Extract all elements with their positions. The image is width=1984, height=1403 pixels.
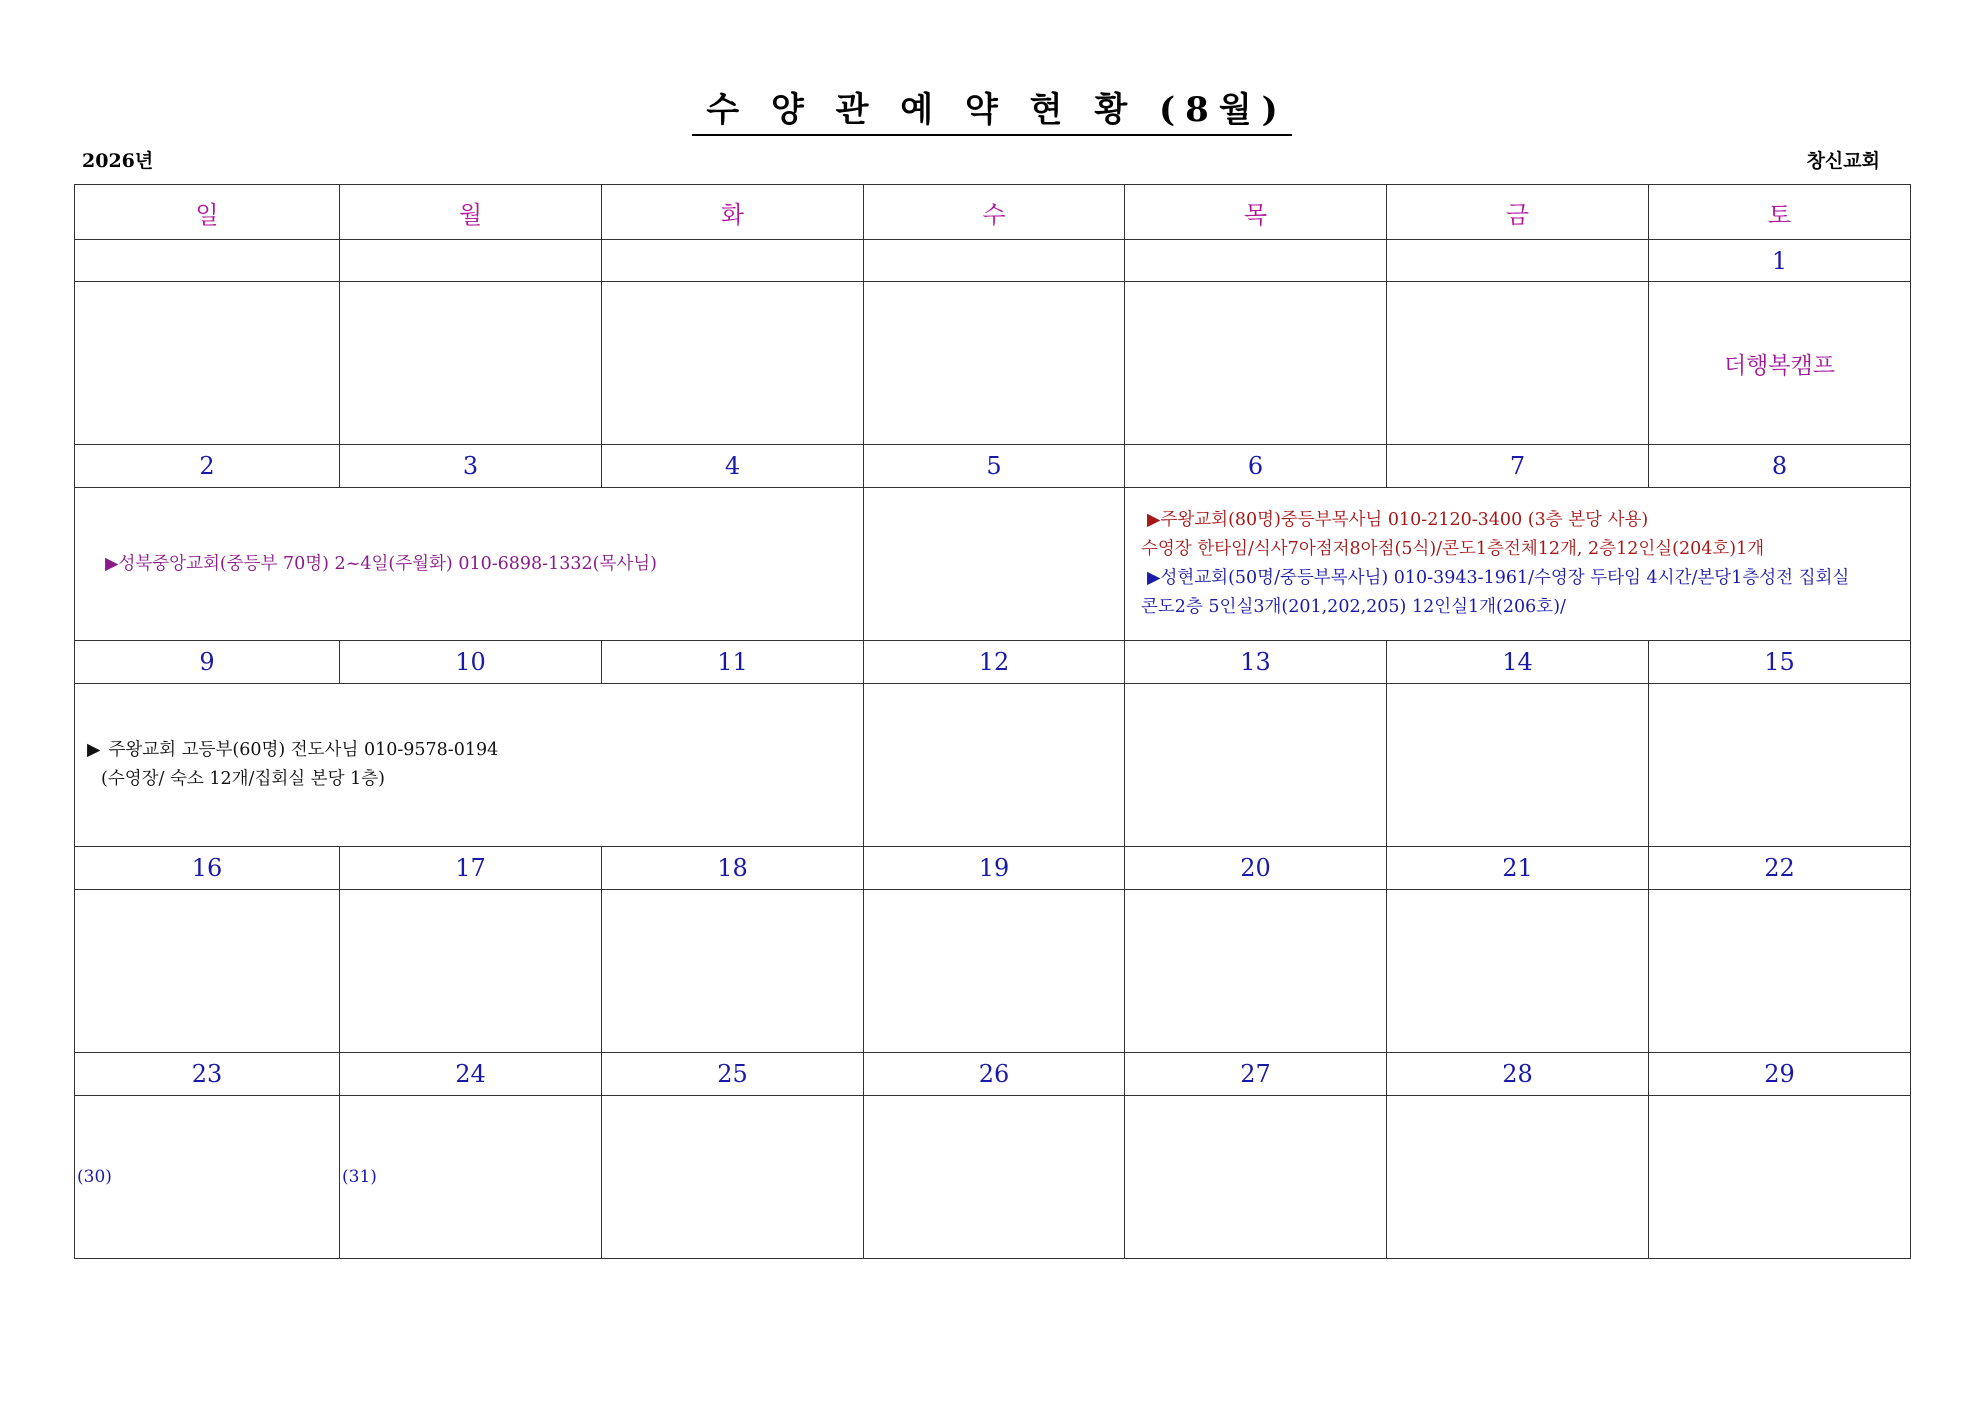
event-seonghyeon-line1: ▶성현교회(50명/중등부목사님) 010-3943-1961/수영장 두타임 4시간/본당1층성전 집회실: [1147, 568, 1850, 588]
day-cell: [864, 684, 1125, 847]
event-seonghyeon-line2: 콘도2층 5인실3개(201,202,205) 12인실1개(206호)/: [1141, 597, 1566, 617]
day-number: [864, 240, 1125, 282]
weekday-thu: 목: [1125, 185, 1387, 240]
week-5-dates: [75, 1053, 1911, 1096]
day-number: 5: [864, 445, 1125, 488]
day-number: 23: [75, 1053, 340, 1096]
day-31-label: (31): [342, 1167, 377, 1187]
day-number: 17: [340, 847, 602, 890]
day-number: 19: [864, 847, 1125, 890]
weekday-mon: 월: [340, 185, 602, 240]
weekday-header-row: [75, 185, 1911, 240]
day-cell: [340, 890, 602, 1053]
day-number: [340, 240, 602, 282]
day-cell: [1125, 890, 1387, 1053]
day-number: [1387, 240, 1649, 282]
day-number: 28: [1387, 1053, 1649, 1096]
day-cell: [75, 890, 340, 1053]
day-number: [1125, 240, 1387, 282]
day-cell: [340, 1096, 602, 1259]
day-number: 16: [75, 847, 340, 890]
event-juwang-mid-line2: 수영장 한타임/식사7아점저8아점(5식)/콘도1층전체12개, 2층12인실(204호)1개: [1141, 539, 1765, 559]
day-number: 18: [602, 847, 864, 890]
day-number: 21: [1387, 847, 1649, 890]
page-title-text: 수 양 관 예 약 현 황 (8월): [692, 88, 1291, 136]
week-1-events: [75, 282, 1911, 445]
day-number: 10: [340, 641, 602, 684]
event-juwang-high-line2: (수영장/ 숙소 12개/집회실 본당 1층): [101, 769, 385, 789]
weekday-sun: 일: [75, 185, 340, 240]
weekday-tue: 화: [602, 185, 864, 240]
weekday-fri: 금: [1387, 185, 1649, 240]
day-number: 24: [340, 1053, 602, 1096]
day-number: 3: [340, 445, 602, 488]
day-cell: [340, 282, 602, 445]
day-number: 7: [1387, 445, 1649, 488]
week-2-dates: [75, 445, 1911, 488]
week-3-dates: [75, 641, 1911, 684]
event-cell-juwang-seonghyeon: [1125, 488, 1911, 641]
day-number: 27: [1125, 1053, 1387, 1096]
weekday-sat: 토: [1649, 185, 1911, 240]
day-number: 20: [1125, 847, 1387, 890]
week-4-events: [75, 890, 1911, 1053]
day-number: 2: [75, 445, 340, 488]
day-cell: [75, 282, 340, 445]
arrow-icon: ▶: [87, 740, 101, 760]
day-cell: [602, 890, 864, 1053]
day-number: [602, 240, 864, 282]
day-cell: [75, 1096, 340, 1259]
event-juwang-high-line1: [75, 736, 863, 765]
day-cell: [1649, 684, 1911, 847]
day-cell: [864, 890, 1125, 1053]
event-juwang-mid-line1: ▶주왕교회(80명)중등부목사님 010-2120-3400 (3층 본당 사용): [1147, 510, 1649, 530]
day-cell: [1387, 890, 1649, 1053]
day-number: 22: [1649, 847, 1911, 890]
day-cell: [864, 282, 1125, 445]
reservation-calendar: [74, 184, 1911, 1259]
day-number: 4: [602, 445, 864, 488]
week-2-events: [75, 488, 1911, 641]
day-number: 14: [1387, 641, 1649, 684]
event-cell-juwang-high: [75, 684, 864, 847]
day-cell: [1387, 684, 1649, 847]
day-cell: [602, 1096, 864, 1259]
day-cell: [864, 488, 1125, 641]
week-4-dates: [75, 847, 1911, 890]
day-cell: [1125, 684, 1387, 847]
day-cell: [1387, 1096, 1649, 1259]
day-number: 9: [75, 641, 340, 684]
day-cell: [1125, 282, 1387, 445]
day-cell: [1649, 1096, 1911, 1259]
day-number: 26: [864, 1053, 1125, 1096]
church-name: 창신교회: [1806, 150, 1880, 172]
day-number: 13: [1125, 641, 1387, 684]
day-cell: [602, 282, 864, 445]
day-number: 29: [1649, 1053, 1911, 1096]
event-cell-seongbuk: [75, 488, 864, 641]
day-number: 15: [1649, 641, 1911, 684]
day-number: 8: [1649, 445, 1911, 488]
day-number: 1: [1649, 240, 1911, 282]
day-cell: [1649, 282, 1911, 445]
day-number: 11: [602, 641, 864, 684]
week-1-dates: [75, 240, 1911, 282]
week-5-events: [75, 1096, 1911, 1259]
day-cell: [1649, 890, 1911, 1053]
day-cell: [1125, 1096, 1387, 1259]
page-title: [0, 88, 1984, 136]
weekday-wed: 수: [864, 185, 1125, 240]
day-30-label: (30): [77, 1167, 112, 1187]
day-number: 6: [1125, 445, 1387, 488]
day-number: 25: [602, 1053, 864, 1096]
camp-event: 더행복캠프: [1723, 352, 1836, 379]
day-number: [75, 240, 340, 282]
day-number: 12: [864, 641, 1125, 684]
year-label: 2026년: [82, 150, 154, 172]
day-cell: [1387, 282, 1649, 445]
event-juwang-high-text: 주왕교회 고등부(60명) 전도사님 010-9578-0194: [108, 740, 499, 760]
week-3-events: [75, 684, 1911, 847]
event-seongbuk: ▶성북중앙교회(중등부 70명) 2~4일(주월화) 010-6898-1332(목사님): [105, 553, 657, 574]
day-cell: [864, 1096, 1125, 1259]
